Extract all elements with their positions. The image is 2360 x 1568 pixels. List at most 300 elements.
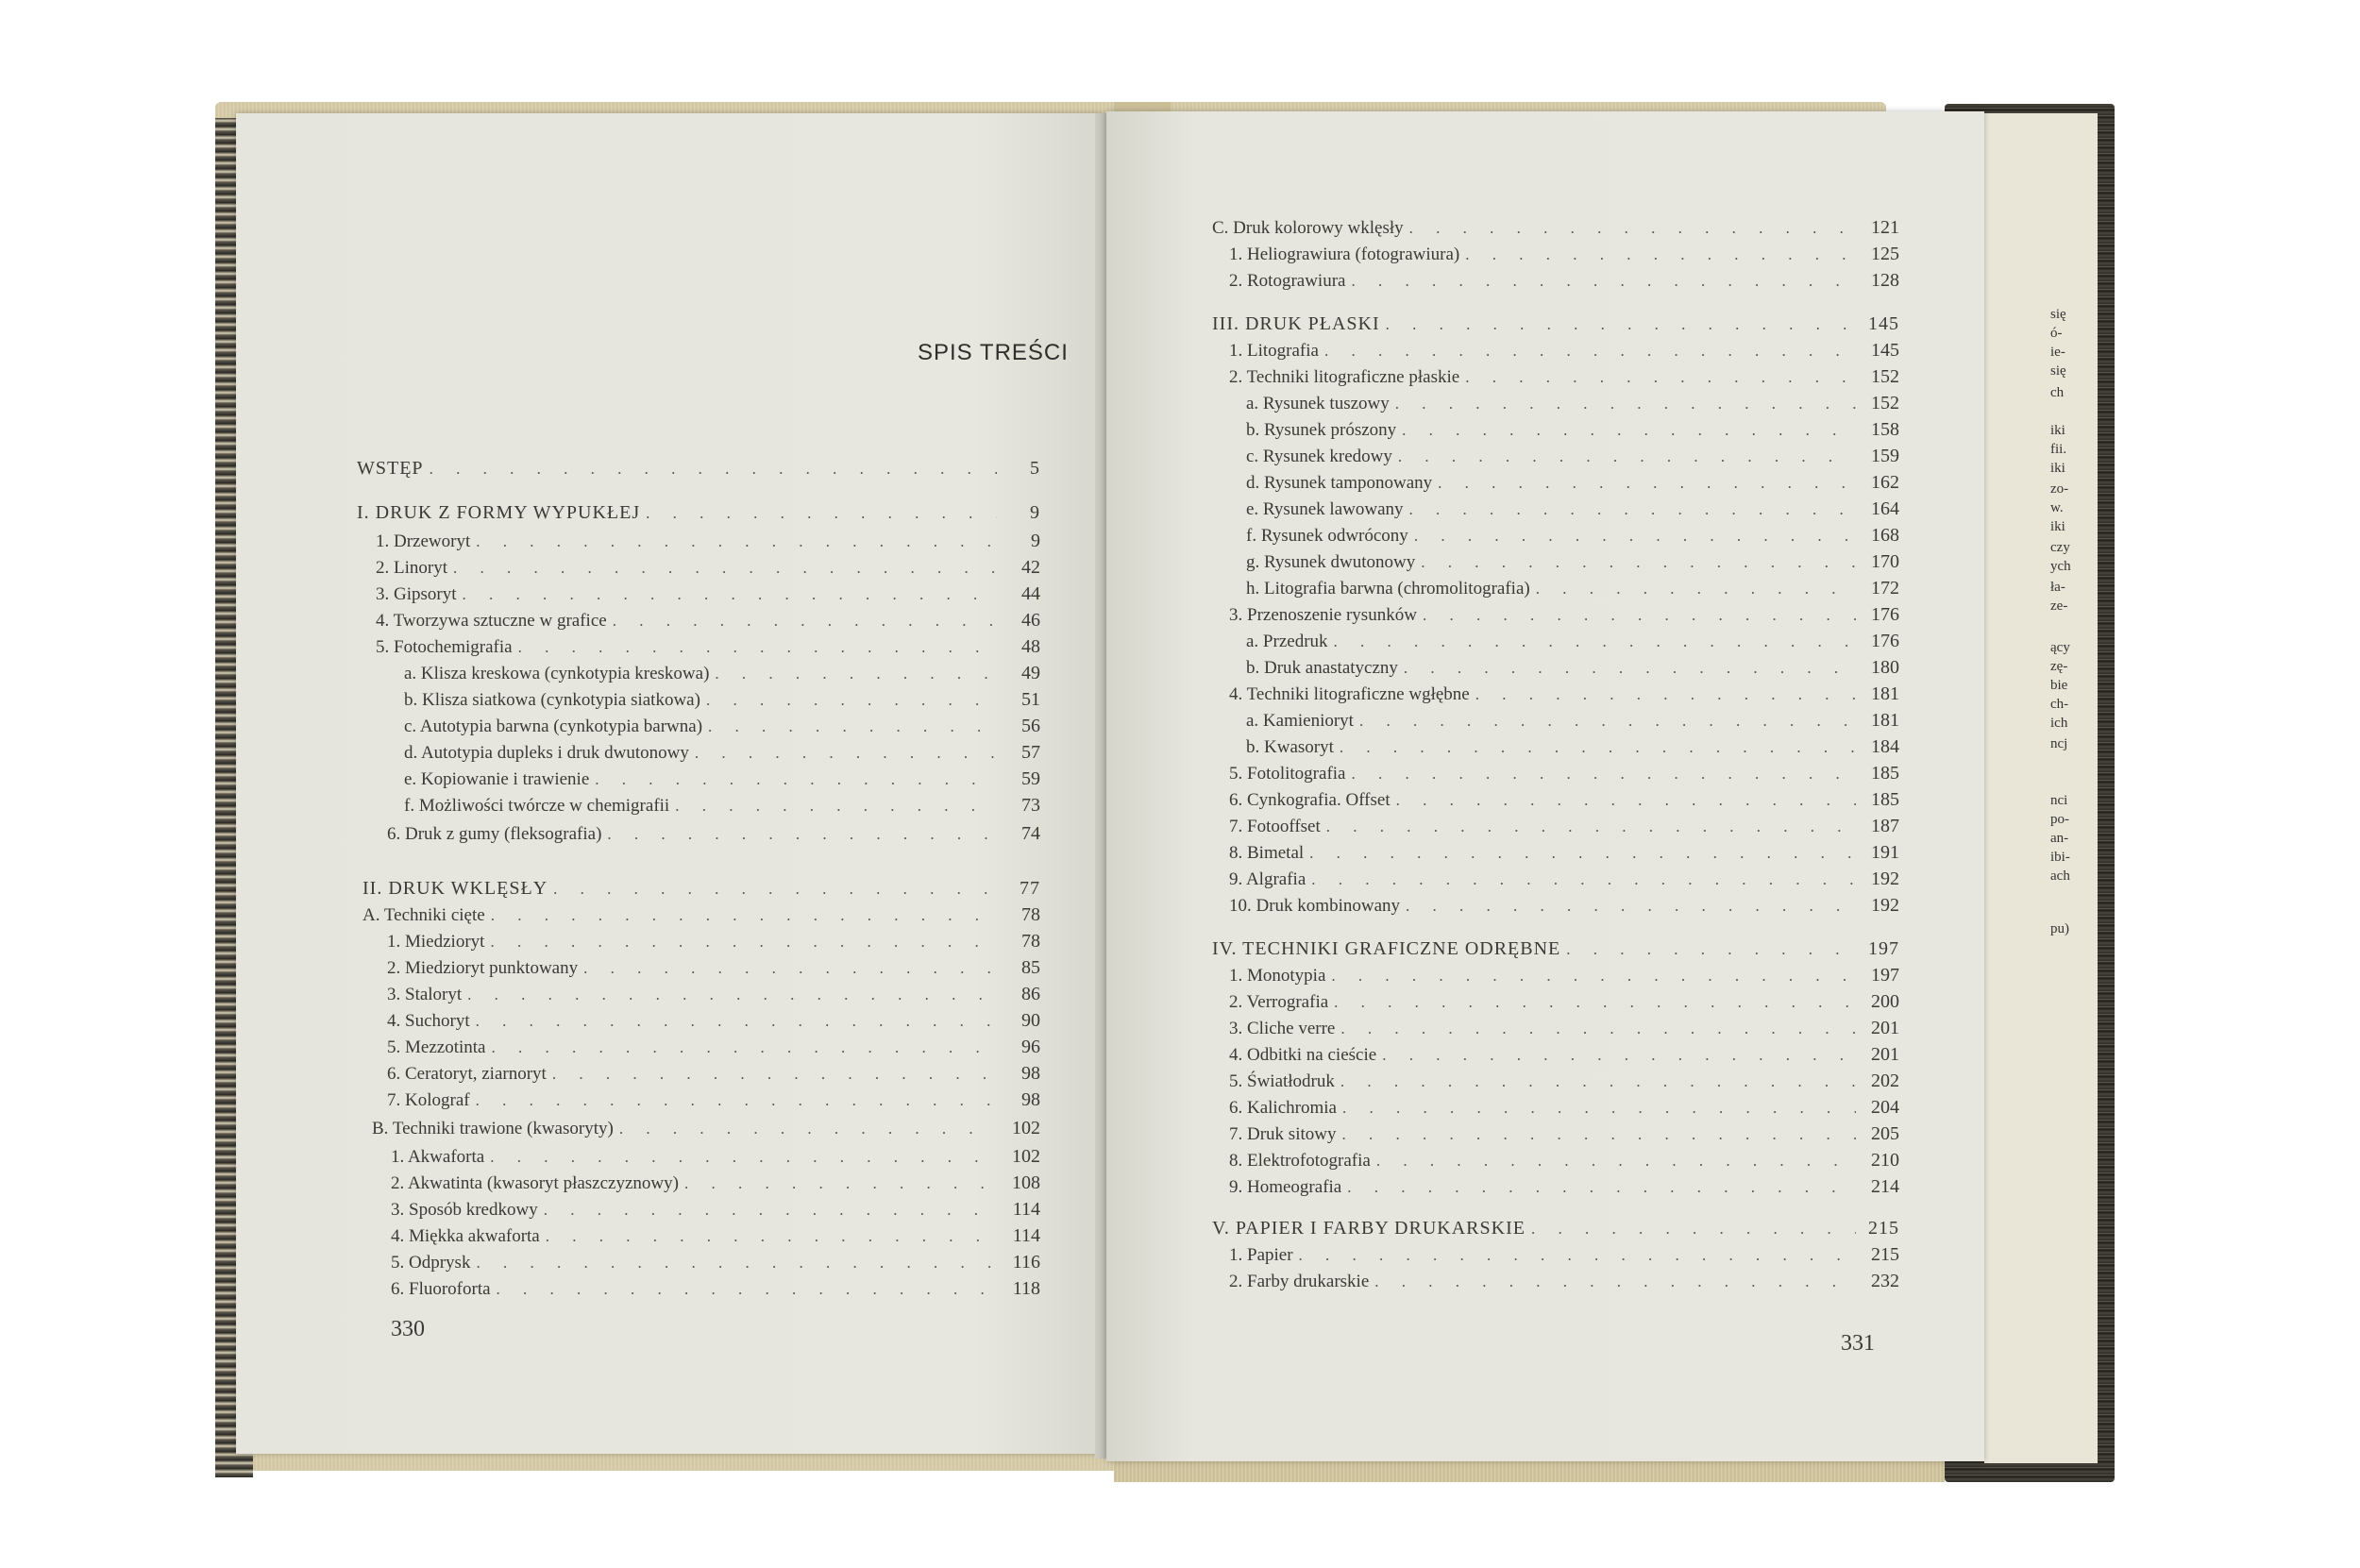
dot-leader [546, 1227, 997, 1246]
toc-entry-page: 215 [1871, 1244, 1899, 1265]
toc-entry-title: 8. Elektrofotografia [1229, 1151, 1371, 1171]
toc-entry-title: 6. Fluoroforta [391, 1279, 491, 1299]
dot-leader [467, 986, 997, 1004]
next-sheet-text-fragment: ibi- [2050, 850, 2070, 865]
toc-entry-page: 202 [1871, 1071, 1899, 1091]
toc-entry-page: 145 [1868, 313, 1899, 334]
dot-leader [1342, 1099, 1856, 1118]
dot-leader [518, 638, 997, 657]
toc-entry-title: e. Kopiowanie i trawienie [404, 769, 590, 789]
dot-leader [1382, 1046, 1856, 1065]
dot-leader [1340, 1020, 1856, 1038]
toc-entry [1246, 498, 1899, 525]
toc-entry-page: 187 [1871, 816, 1899, 836]
dot-leader [1396, 791, 1856, 810]
toc-entry [387, 1063, 1040, 1089]
toc-entry [1229, 244, 1899, 270]
toc-entry-page: 152 [1871, 366, 1899, 387]
dot-leader [491, 906, 997, 925]
dot-leader [552, 1065, 997, 1084]
toc-entry-title: e. Rysunek lawowany [1246, 499, 1404, 519]
toc-entry-title: a. Rysunek tuszowy [1246, 394, 1390, 413]
next-sheet-text-fragment: się [2050, 307, 2066, 322]
next-sheet-text-fragment: an- [2050, 831, 2069, 846]
dot-leader [695, 744, 997, 763]
toc-entry-title: 3. Przenoszenie rysunków [1229, 605, 1417, 625]
toc-entry-title: a. Klisza kreskowa (cynkotypia kreskowa) [404, 664, 710, 683]
dot-leader [1347, 1178, 1856, 1197]
toc-entry-title: I. DRUK Z FORMY WYPUKŁEJ [357, 502, 641, 523]
toc-entry [404, 768, 1040, 795]
toc-entry-page: 197 [1868, 938, 1899, 959]
toc-entry [1212, 313, 1899, 340]
next-sheet-text-fragment: się [2050, 363, 2066, 379]
toc-entry-title: 5. Odprysk [391, 1253, 471, 1273]
right-page [1106, 111, 1984, 1461]
page-heading: SPIS TREŚCI [918, 340, 1069, 365]
dot-leader [1531, 1220, 1856, 1239]
dot-leader [595, 770, 997, 789]
toc-entry [387, 957, 1040, 984]
toc-entry-title: f. Możliwości twórcze w chemigrafii [404, 796, 670, 816]
dot-leader [1340, 738, 1856, 757]
dot-leader [1359, 712, 1856, 731]
toc-entry [376, 610, 1040, 636]
toc-entry-page: 9 [1030, 502, 1040, 523]
toc-entry [1229, 340, 1899, 366]
toc-entry-page: 98 [1021, 1089, 1040, 1110]
toc-entry [1229, 270, 1899, 296]
dot-leader [646, 504, 997, 523]
toc-entry [1229, 763, 1899, 789]
toc-entry [1246, 472, 1899, 498]
toc-entry [1229, 1097, 1899, 1123]
toc-entry [404, 795, 1040, 821]
toc-entry-title: WSTĘP [357, 458, 424, 479]
toc-entry-title: b. Rysunek prószony [1246, 420, 1397, 440]
dot-leader [1402, 421, 1856, 440]
next-sheet-text-fragment: ich [2050, 716, 2068, 731]
toc-entry [1229, 683, 1899, 710]
toc-entry [1246, 393, 1899, 419]
dot-leader [1421, 553, 1856, 572]
toc-entry-page: 159 [1871, 446, 1899, 466]
toc-entry-page: 168 [1871, 525, 1899, 546]
toc-entry-page: 85 [1021, 957, 1040, 978]
dot-leader [583, 959, 997, 978]
toc-entry-title: 6. Kalichromia [1229, 1098, 1337, 1118]
dot-leader [675, 797, 997, 816]
dot-leader [1566, 940, 1856, 959]
toc-entry-page: 185 [1871, 763, 1899, 784]
toc-entry [391, 1225, 1040, 1252]
next-sheet-text-fragment: iki [2050, 461, 2065, 476]
toc-entry [1229, 604, 1899, 631]
toc-entry [1246, 446, 1899, 472]
next-sheet-text-fragment: ący [2050, 640, 2070, 655]
toc-entry-page: 51 [1021, 689, 1040, 710]
toc-entry [387, 823, 1040, 850]
toc-entry-page: 9 [1031, 531, 1040, 551]
toc-entry-title: 1. Drzeworyt [376, 531, 471, 551]
dot-leader [476, 1254, 997, 1273]
toc-entry-page: 56 [1021, 716, 1040, 736]
toc-entry-title: 9. Algrafia [1229, 869, 1306, 889]
toc-entry [376, 636, 1040, 663]
toc-entry [404, 689, 1040, 716]
toc-entry-page: 152 [1871, 393, 1899, 413]
toc-entry-page: 197 [1871, 965, 1899, 986]
toc-entry-title: 4. Suchoryt [387, 1011, 470, 1031]
toc-entry [387, 931, 1040, 957]
toc-entry-page: 118 [1012, 1278, 1040, 1299]
toc-entry-title: d. Rysunek tamponowany [1246, 473, 1433, 493]
toc-entry-page: 164 [1871, 498, 1899, 519]
toc-entry-page: 46 [1021, 610, 1040, 631]
dot-leader [490, 1148, 997, 1167]
dot-leader [497, 1280, 997, 1299]
dot-leader [1536, 580, 1856, 599]
toc-entry-title: c. Autotypia barwna (cynkotypia barwna) [404, 717, 703, 736]
toc-entry [391, 1146, 1040, 1172]
dot-leader [491, 1038, 997, 1057]
toc-entry [391, 1172, 1040, 1199]
next-sheet-text-fragment: czy [2050, 540, 2070, 555]
next-sheet-text-fragment: ła- [2050, 580, 2065, 595]
toc-entry [1229, 1044, 1899, 1071]
dot-leader [453, 559, 997, 578]
page-number-left: 330 [391, 1317, 425, 1341]
next-sheet-text-fragment: ze- [2050, 599, 2068, 614]
toc-entry-title: 3. Gipsoryt [376, 584, 457, 604]
toc-entry-page: 102 [1012, 1146, 1040, 1167]
toc-entry-title: b. Klisza siatkowa (cynkotypia siatkowa) [404, 690, 700, 710]
dot-leader [490, 933, 997, 952]
toc-entry [1229, 991, 1899, 1018]
toc-entry [1229, 1244, 1899, 1271]
next-sheet-text-fragment: nci [2050, 793, 2068, 808]
dot-leader [1331, 967, 1856, 986]
dot-leader [619, 1120, 997, 1138]
dot-leader [476, 1091, 997, 1110]
toc-entry [362, 878, 1040, 904]
toc-entry [391, 1199, 1040, 1225]
toc-entry-title: 2. Miedzioryt punktowany [387, 958, 579, 978]
next-sheet-text-fragment: w. [2050, 500, 2064, 515]
toc-entry [387, 1089, 1040, 1116]
dot-leader [1311, 870, 1856, 889]
dot-leader [613, 612, 997, 631]
toc-entry-title: C. Druk kolorowy wklęsły [1212, 218, 1404, 238]
toc-entry-title: II. DRUK WKLĘSŁY [362, 878, 548, 899]
toc-entry-title: 2. Farby drukarskie [1229, 1272, 1370, 1291]
toc-entry-page: 44 [1021, 583, 1040, 604]
next-sheet-text-fragment: ych [2050, 559, 2071, 574]
next-sheet-text-fragment: ch [2050, 385, 2065, 400]
toc-entry-title: h. Litografia barwna (chromolitografia) [1246, 579, 1530, 599]
page-number-right: 331 [1841, 1331, 1875, 1356]
toc-entry-page: 192 [1871, 895, 1899, 916]
dot-leader [706, 691, 997, 710]
toc-entry-page: 125 [1871, 244, 1899, 264]
toc-entry-title: 2. Rotograwiura [1229, 271, 1346, 291]
next-sheet-text-fragment: ie- [2050, 345, 2065, 360]
toc-entry-page: 172 [1871, 578, 1899, 599]
toc-entry-title: a. Kamienioryt [1246, 711, 1354, 731]
toc-entry-title: 1. Litografia [1229, 341, 1319, 361]
toc-entry [362, 904, 1040, 931]
next-sheet-text-fragment: zę- [2050, 659, 2068, 674]
toc-entry-page: 42 [1021, 557, 1040, 578]
next-sheet-edge [1984, 113, 2098, 1463]
toc-entry-title: 4. Odbitki na cieście [1229, 1045, 1377, 1065]
dot-leader [553, 880, 997, 899]
dot-leader [1423, 606, 1856, 625]
next-sheet-text-fragment: fii. [2050, 442, 2067, 457]
toc-entry-title: 1. Monotypia [1229, 966, 1326, 986]
dot-leader [1409, 500, 1856, 519]
toc-entry-page: 214 [1871, 1176, 1899, 1197]
toc-entry [376, 557, 1040, 583]
dot-leader [1465, 245, 1856, 264]
toc-entry-title: 8. Bimetal [1229, 843, 1305, 863]
dot-leader [1324, 342, 1856, 361]
dot-leader [1374, 1273, 1856, 1291]
toc-entry [387, 984, 1040, 1010]
toc-entry-page: 96 [1021, 1037, 1040, 1057]
toc-entry-title: 1. Papier [1229, 1245, 1293, 1265]
toc-entry-page: 114 [1012, 1225, 1040, 1246]
toc-entry-title: 1. Akwaforta [391, 1147, 485, 1167]
toc-entry [1229, 1071, 1899, 1097]
toc-entry [1229, 1271, 1899, 1297]
toc-entry-page: 170 [1871, 551, 1899, 572]
toc-entry-page: 180 [1871, 657, 1899, 678]
toc-entry-page: 215 [1868, 1218, 1899, 1239]
toc-entry-page: 49 [1021, 663, 1040, 683]
next-sheet-text-fragment: ncj [2050, 736, 2068, 751]
toc-entry-title: 7. Fotooffset [1229, 817, 1321, 836]
toc-entry-title: 2. Verrografia [1229, 992, 1329, 1012]
toc-entry [404, 742, 1040, 768]
toc-entry-title: 4. Miękka akwaforta [391, 1226, 540, 1246]
toc-entry-page: 5 [1030, 458, 1040, 479]
dot-leader [1351, 272, 1856, 291]
toc-entry-title: A. Techniki cięte [362, 905, 485, 925]
toc-entry-title: 6. Ceratoryt, ziarnoryt [387, 1064, 547, 1084]
toc-entry-page: 191 [1871, 842, 1899, 863]
toc-entry [391, 1252, 1040, 1278]
toc-entry-page: 162 [1871, 472, 1899, 493]
dot-leader [1334, 993, 1856, 1012]
toc-entry-page: 114 [1012, 1199, 1040, 1220]
dot-leader [1409, 219, 1856, 238]
dot-leader [1376, 1152, 1856, 1171]
toc-entry-page: 78 [1021, 931, 1040, 952]
dot-leader [1395, 395, 1856, 413]
dot-leader [1414, 527, 1856, 546]
toc-entry-title: 5. Fotochemigrafia [376, 637, 513, 657]
toc-entry-page: 181 [1871, 683, 1899, 704]
toc-entry-page: 201 [1871, 1044, 1899, 1065]
toc-entry-title: B. Techniki trawione (kwasoryty) [372, 1119, 614, 1138]
toc-entry-title: g. Rysunek dwutonowy [1246, 552, 1416, 572]
toc-entry-page: 158 [1871, 419, 1899, 440]
toc-entry [1229, 1176, 1899, 1203]
toc-entry-page: 59 [1021, 768, 1040, 789]
toc-entry-page: 73 [1021, 795, 1040, 816]
toc-entry-title: 6. Druk z gumy (fleksografia) [387, 824, 602, 844]
toc-entry [1229, 366, 1899, 393]
next-sheet-text-fragment: ach [2050, 868, 2070, 884]
toc-entry-page: 74 [1021, 823, 1040, 844]
toc-entry-title: d. Autotypia dupleks i druk dwutonowy [404, 743, 689, 763]
toc-entry-title: 2. Linoryt [376, 558, 447, 578]
toc-entry-title: 5. Mezzotinta [387, 1037, 486, 1057]
toc-entry [357, 502, 1040, 529]
toc-entry-title: 7. Druk sitowy [1229, 1124, 1337, 1144]
toc-entry-page: 98 [1021, 1063, 1040, 1084]
toc-entry-title: f. Rysunek odwrócony [1246, 526, 1408, 546]
toc-entry-title: c. Rysunek kredowy [1246, 447, 1392, 466]
next-sheet-text-fragment: ó- [2050, 326, 2063, 341]
toc-entry-title: 3. Staloryt [387, 985, 463, 1004]
toc-entry-page: 200 [1871, 991, 1899, 1012]
toc-entry-page: 176 [1871, 631, 1899, 651]
toc-entry [1246, 525, 1899, 551]
dot-leader [684, 1174, 997, 1193]
toc-entry [1246, 631, 1899, 657]
toc-entry-page: 102 [1012, 1118, 1040, 1138]
next-sheet-text-fragment: ch- [2050, 697, 2069, 712]
toc-entry [376, 531, 1040, 557]
toc-entry [391, 1278, 1040, 1305]
toc-entry [1229, 789, 1899, 816]
toc-entry [1229, 868, 1899, 895]
toc-entry-title: b. Kwasoryt [1246, 737, 1334, 757]
toc-entry-page: 192 [1871, 868, 1899, 889]
toc-entry [1229, 1150, 1899, 1176]
toc-entry-page: 181 [1871, 710, 1899, 731]
next-sheet-text-fragment: po- [2050, 812, 2069, 827]
toc-entry-title: V. PAPIER I FARBY DRUKARSKIE [1212, 1218, 1526, 1239]
dot-leader [430, 460, 997, 479]
dot-leader [1386, 315, 1856, 334]
toc-entry-page: 108 [1012, 1172, 1040, 1193]
next-sheet-text-fragment: pu) [2050, 921, 2069, 936]
toc-entry [1229, 1018, 1899, 1044]
dot-leader [1341, 1125, 1856, 1144]
toc-entry-page: 232 [1871, 1271, 1899, 1291]
toc-entry [1212, 217, 1899, 244]
toc-entry [387, 1010, 1040, 1037]
dot-leader [708, 717, 997, 736]
toc-entry-page: 184 [1871, 736, 1899, 757]
toc-entry-page: 48 [1021, 636, 1040, 657]
toc-entry-title: IV. TECHNIKI GRAFICZNE ODRĘBNE [1212, 938, 1561, 959]
toc-entry [404, 663, 1040, 689]
left-page [236, 113, 1104, 1454]
dot-leader [1299, 1246, 1856, 1265]
toc-entry-title: b. Druk anastatyczny [1246, 658, 1398, 678]
dot-leader [1438, 474, 1856, 493]
dot-leader [715, 665, 997, 683]
dot-leader [476, 1012, 997, 1031]
toc-entry-title: 4. Tworzywa sztuczne w grafice [376, 611, 607, 631]
toc-entry-title: 10. Druk kombinowany [1229, 896, 1401, 916]
toc-entry-title: 1. Heliograwiura (fotograwiura) [1229, 244, 1460, 264]
toc-entry-title: 7. Kolograf [387, 1090, 470, 1110]
toc-entry [1212, 1218, 1899, 1244]
toc-entry-page: 57 [1021, 742, 1040, 763]
toc-entry [1246, 578, 1899, 604]
dot-leader [1406, 897, 1856, 916]
toc-entry [1229, 842, 1899, 868]
dot-leader [1465, 368, 1856, 387]
toc-entry [1246, 710, 1899, 736]
toc-entry [357, 458, 1040, 484]
toc-entry [1229, 816, 1899, 842]
next-sheet-text-fragment: iki [2050, 423, 2065, 438]
toc-entry-title: III. DRUK PŁASKI [1212, 313, 1380, 334]
dot-leader [1404, 659, 1856, 678]
toc-entry [1246, 657, 1899, 683]
toc-entry-page: 205 [1871, 1123, 1899, 1144]
toc-entry [376, 583, 1040, 610]
toc-entry-page: 210 [1871, 1150, 1899, 1171]
toc-entry [372, 1118, 1040, 1144]
toc-entry-page: 176 [1871, 604, 1899, 625]
toc-entry-page: 185 [1871, 789, 1899, 810]
dot-leader [1475, 685, 1856, 704]
toc-entry-title: 5. Światłodruk [1229, 1071, 1335, 1091]
toc-entry-page: 90 [1021, 1010, 1040, 1031]
dot-leader [1334, 632, 1856, 651]
toc-entry [1246, 419, 1899, 446]
toc-entry-page: 128 [1871, 270, 1899, 291]
dot-leader [463, 585, 998, 604]
dot-leader [1326, 818, 1856, 836]
toc-entry [404, 716, 1040, 742]
toc-entry-page: 86 [1021, 984, 1040, 1004]
toc-entry-title: 6. Cynkografia. Offset [1229, 790, 1391, 810]
toc-entry [387, 1037, 1040, 1063]
toc-entry-title: 3. Sposób kredkowy [391, 1200, 538, 1220]
dot-leader [1340, 1072, 1856, 1091]
toc-entry-page: 78 [1021, 904, 1040, 925]
toc-entry-page: 116 [1012, 1252, 1040, 1273]
toc-entry [1229, 1123, 1899, 1150]
toc-entry-title: 9. Homeografia [1229, 1177, 1342, 1197]
toc-entry-title: 2. Techniki litograficzne płaskie [1229, 367, 1460, 387]
toc-entry-page: 121 [1871, 217, 1899, 238]
toc-entry [1229, 895, 1899, 921]
toc-entry-title: 1. Miedzioryt [387, 932, 485, 952]
toc-entry [1212, 938, 1899, 965]
toc-entry [1229, 965, 1899, 991]
next-sheet-text-fragment: bie [2050, 678, 2068, 693]
toc-entry [1246, 551, 1899, 578]
next-sheet-text-fragment: iki [2050, 519, 2065, 534]
dot-leader [1351, 765, 1856, 784]
toc-entry-title: 2. Akwatinta (kwasoryt płaszczyznowy) [391, 1173, 679, 1193]
toc-entry-title: a. Przedruk [1246, 632, 1328, 651]
toc-entry-page: 145 [1871, 340, 1899, 361]
dot-leader [544, 1201, 997, 1220]
toc-entry-page: 204 [1871, 1097, 1899, 1118]
next-sheet-text-fragment: zo- [2050, 481, 2069, 497]
dot-leader [1309, 844, 1856, 863]
